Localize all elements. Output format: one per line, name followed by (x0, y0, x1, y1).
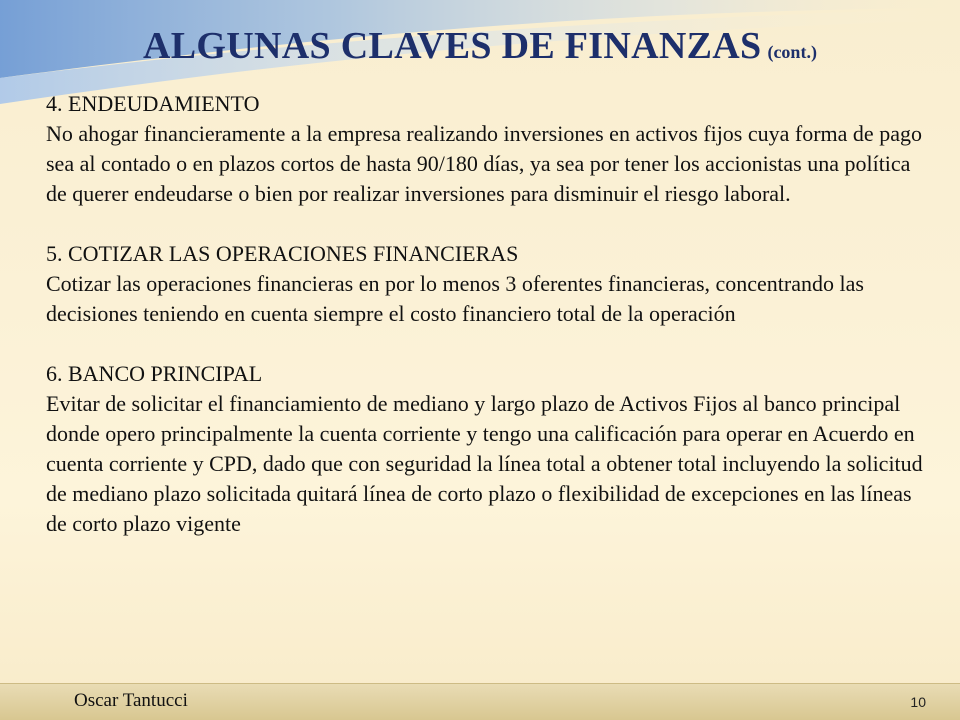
title-suffix-text: (cont.) (767, 42, 817, 62)
page-number: 10 (910, 694, 926, 710)
section-heading: 5. COTIZAR LAS OPERACIONES FINANCIERAS (46, 241, 519, 266)
section-endeudamiento (46, 89, 926, 209)
section-banco-principal (46, 359, 926, 539)
section-heading: 6. BANCO PRINCIPAL (46, 361, 263, 386)
footer-author: Oscar Tantucci (74, 690, 188, 711)
section-body: No ahogar financieramente a la empresa realizando inversiones en activos fijos cuya forma de pago sea al contado o en plazos cortos de hasta 90/180 días, ya sea por tener los accionistas una política de querer endeudarse o bien por realizar inversiones para disminuir el riesgo laboral. (46, 121, 922, 206)
section-body: Evitar de solicitar el financiamiento de mediano y largo plazo de Activos Fijos al banco principal donde opero principalmente la cuenta corriente y tengo una calificación para operar en Acuerdo en cuenta corriente y CPD, dado que con seguridad la línea total a obtener total incluyendo la solicitud de mediano plazo solicitada quitará línea de corto plazo o flexibilidad de excepciones en las líneas de corto plazo vigente (46, 391, 923, 536)
slide-content (46, 89, 926, 569)
section-cotizar-operaciones (46, 239, 926, 329)
section-body: Cotizar las operaciones financieras en por lo menos 3 oferentes financieras, concentrando las decisiones teniendo en cuenta siempre el costo financiero total de la operación (46, 271, 864, 326)
title-main-text: ALGUNAS CLAVES DE FINANZAS (143, 25, 762, 67)
slide-title (0, 24, 960, 68)
section-heading: 4. ENDEUDAMIENTO (46, 91, 260, 116)
